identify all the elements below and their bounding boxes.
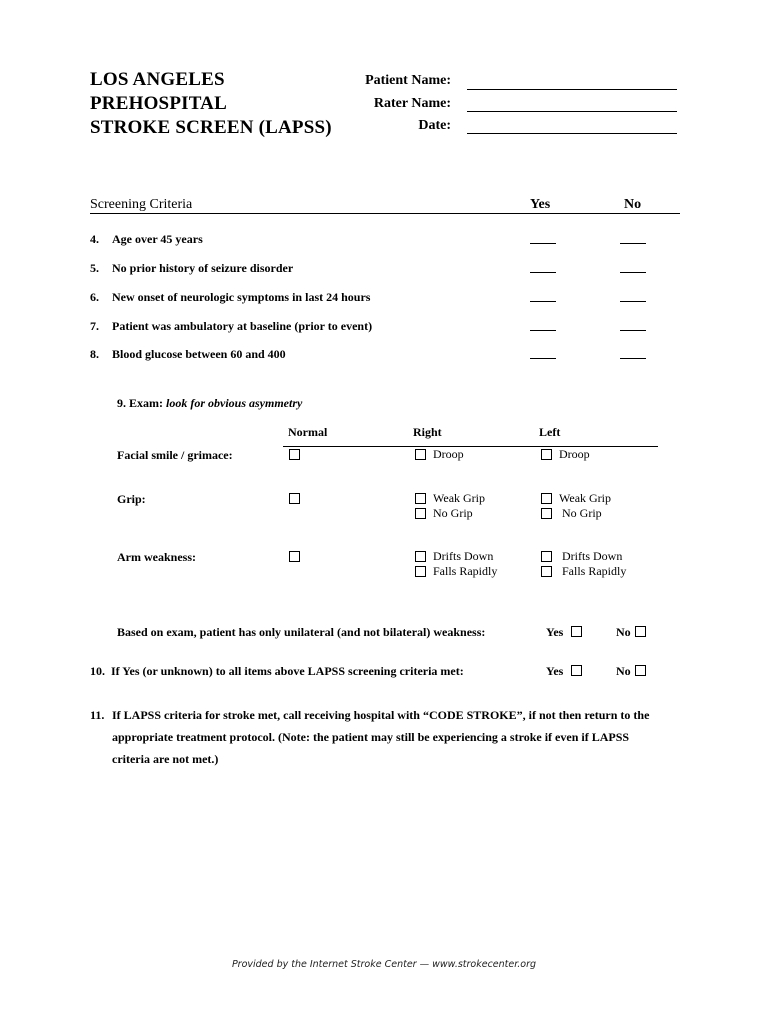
arm-normal-checkbox[interactable] bbox=[289, 551, 300, 562]
grip-left-weak-checkbox[interactable] bbox=[541, 493, 552, 504]
exam-divider bbox=[283, 446, 658, 447]
item-11-number: 11. bbox=[90, 708, 105, 722]
normal-column-heading: Normal bbox=[288, 425, 328, 439]
criteria-yes-blank[interactable] bbox=[530, 330, 556, 331]
date-label: Date: bbox=[418, 118, 451, 133]
facial-left-droop-checkbox[interactable] bbox=[541, 449, 552, 460]
item-10-no-label: No bbox=[616, 664, 631, 678]
criteria-no-blank[interactable] bbox=[620, 272, 646, 273]
unilateral-yes-checkbox[interactable] bbox=[571, 626, 582, 637]
arm-left-falls-label: Falls Rapidly bbox=[559, 564, 627, 578]
criteria-yes-blank[interactable] bbox=[530, 272, 556, 273]
criteria-item: 7. Patient was ambulatory at baseline (prior to event) bbox=[90, 319, 373, 333]
criteria-item: 8. Blood glucose between 60 and 400 bbox=[90, 347, 286, 361]
title-line-3: STROKE SCREEN (LAPSS) bbox=[90, 117, 332, 138]
arm-right-drifts-checkbox[interactable] bbox=[415, 551, 426, 562]
form-title bbox=[90, 68, 332, 140]
no-column-heading: No bbox=[624, 197, 642, 212]
date-field[interactable] bbox=[467, 133, 677, 134]
rater-name-field[interactable] bbox=[467, 111, 677, 112]
facial-right-droop-checkbox[interactable] bbox=[415, 449, 426, 460]
title-line-1: LOS ANGELES bbox=[90, 69, 225, 90]
criteria-yes-blank[interactable] bbox=[530, 301, 556, 302]
arm-left-drifts-checkbox[interactable] bbox=[541, 551, 552, 562]
exam-heading: 9. Exam: look for obvious asymmetry bbox=[117, 396, 303, 410]
facial-smile-label: Facial smile / grimace: bbox=[117, 448, 233, 462]
grip-right-weak-label: Weak Grip bbox=[433, 491, 486, 505]
criteria-item: 4. Age over 45 years bbox=[90, 232, 203, 246]
facial-left-droop-label: Droop bbox=[559, 447, 590, 461]
item-11-line-2: appropriate treatment protocol. (Note: the patient may still be experiencing a stroke if even if LAPSS bbox=[112, 730, 630, 744]
item-11-line-3: criteria are not met.) bbox=[112, 752, 219, 766]
patient-name-field[interactable] bbox=[467, 89, 677, 90]
right-column-heading: Right bbox=[413, 425, 442, 439]
criteria-item: 6. New onset of neurologic symptoms in last 24 hours bbox=[90, 290, 371, 304]
arm-left-drifts-label: Drifts Down bbox=[559, 549, 623, 563]
facial-normal-checkbox[interactable] bbox=[289, 449, 300, 460]
grip-right-weak-checkbox[interactable] bbox=[415, 493, 426, 504]
grip-normal-checkbox[interactable] bbox=[289, 493, 300, 504]
item-10-yes-label: Yes bbox=[546, 664, 564, 678]
criteria-yes-blank[interactable] bbox=[530, 358, 556, 359]
grip-right-none-label: No Grip bbox=[433, 506, 473, 520]
unilateral-yes-label: Yes bbox=[546, 625, 564, 639]
left-column-heading: Left bbox=[539, 425, 561, 439]
criteria-no-blank[interactable] bbox=[620, 243, 646, 244]
grip-left-weak-label: Weak Grip bbox=[559, 491, 612, 505]
criteria-no-blank[interactable] bbox=[620, 358, 646, 359]
grip-left-none-checkbox[interactable] bbox=[541, 508, 552, 519]
unilateral-no-checkbox[interactable] bbox=[635, 626, 646, 637]
screening-divider bbox=[90, 213, 680, 214]
criteria-no-blank[interactable] bbox=[620, 301, 646, 302]
item-11-line-1: If LAPSS criteria for stroke met, call receiving hospital with “CODE STROKE”, if not then return to the bbox=[112, 708, 650, 722]
title-line-2: PREHOSPITAL bbox=[90, 93, 227, 114]
unilateral-question: Based on exam, patient has only unilateral (and not bilateral) weakness: bbox=[117, 625, 486, 639]
criteria-item: 5. No prior history of seizure disorder bbox=[90, 261, 294, 275]
grip-label: Grip: bbox=[117, 492, 146, 506]
arm-right-drifts-label: Drifts Down bbox=[433, 549, 494, 563]
criteria-no-blank[interactable] bbox=[620, 330, 646, 331]
grip-right-none-checkbox[interactable] bbox=[415, 508, 426, 519]
screening-criteria-heading: Screening Criteria bbox=[90, 197, 193, 212]
item-10-yes-checkbox[interactable] bbox=[571, 665, 582, 676]
rater-name-label: Rater Name: bbox=[373, 96, 451, 111]
footer-credit: Provided by the Internet Stroke Center — www.strokecenter.org bbox=[231, 959, 537, 970]
item-11-text bbox=[112, 704, 692, 770]
arm-right-falls-checkbox[interactable] bbox=[415, 566, 426, 577]
grip-left-none-label: No Grip bbox=[559, 506, 602, 520]
item-10-no-checkbox[interactable] bbox=[635, 665, 646, 676]
yes-column-heading: Yes bbox=[530, 197, 551, 212]
unilateral-no-label: No bbox=[616, 625, 631, 639]
facial-right-droop-label: Droop bbox=[433, 447, 464, 461]
criteria-yes-blank[interactable] bbox=[530, 243, 556, 244]
patient-name-label: Patient Name: bbox=[365, 73, 451, 88]
arm-left-falls-checkbox[interactable] bbox=[541, 566, 552, 577]
arm-weakness-label: Arm weakness: bbox=[117, 550, 196, 564]
item-10-question: 10. If Yes (or unknown) to all items above LAPSS screening criteria met: bbox=[90, 664, 464, 678]
arm-right-falls-label: Falls Rapidly bbox=[433, 564, 498, 578]
